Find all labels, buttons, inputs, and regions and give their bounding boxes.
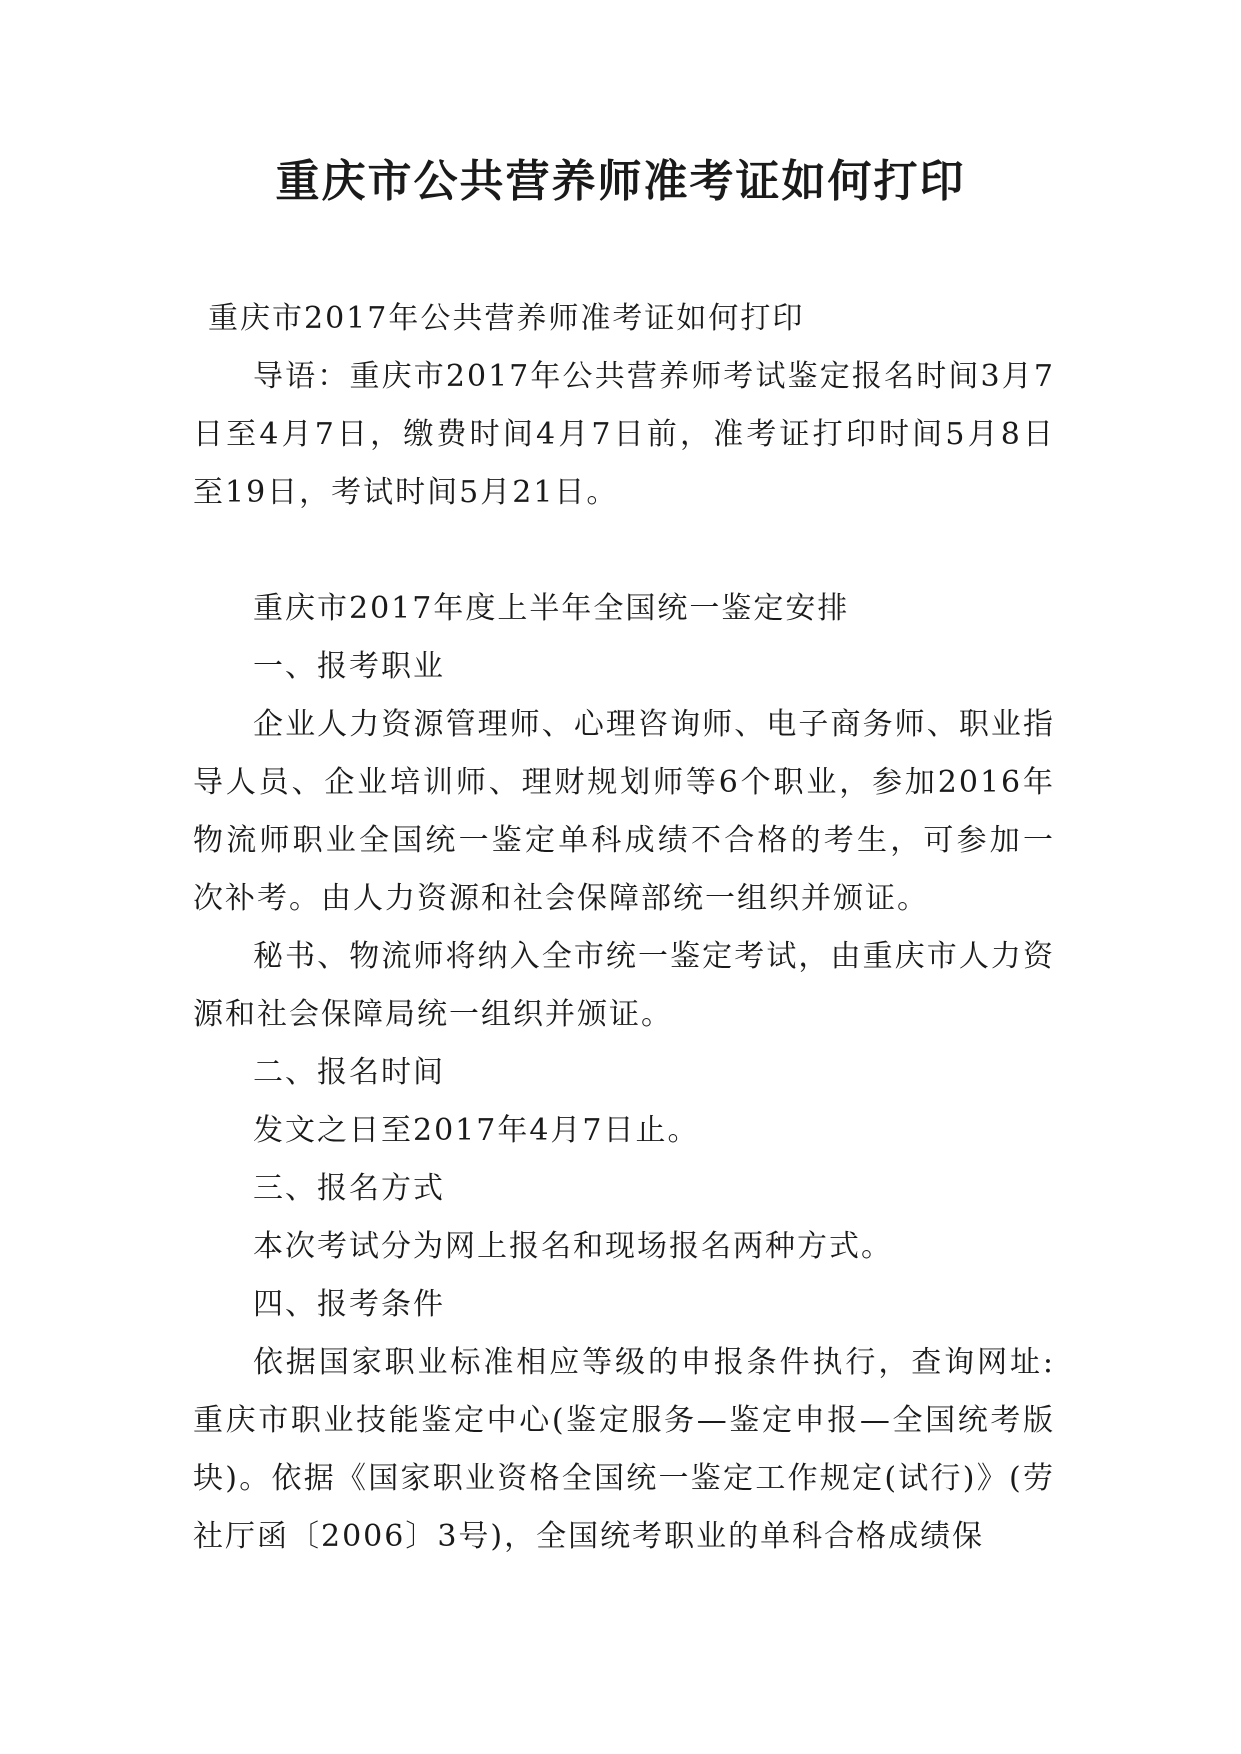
section-heading-registration-time: 二、报名时间 bbox=[253, 1055, 445, 1090]
document-body bbox=[193, 290, 1055, 1566]
section-heading-conditions: 四、报考条件 bbox=[253, 1287, 445, 1322]
arrangement-heading: 重庆市2017年度上半年全国统一鉴定安排 bbox=[253, 591, 850, 626]
subtitle-paragraph: 重庆市2017年公共营养师准考证如何打印 bbox=[208, 301, 805, 336]
registration-time-paragraph: 发文之日至2017年4月7日止。 bbox=[253, 1113, 700, 1148]
occupations-paragraph: 企业人力资源管理师、心理咨询师、电子商务师、职业指导人员、企业培训师、理财规划师等6个职业，参加2016年物流师职业全国统一鉴定单科成绩不合格的考生，可参加一次补考。由人力资源和社会保障部统一组织并颁证。 bbox=[193, 707, 1055, 916]
section-heading-registration-method: 三、报名方式 bbox=[253, 1171, 445, 1206]
secretary-paragraph: 秘书、物流师将纳入全市统一鉴定考试，由重庆市人力资源和社会保障局统一组织并颁证。 bbox=[193, 939, 1055, 1032]
intro-paragraph: 导语：重庆市2017年公共营养师考试鉴定报名时间3月7日至4月7日，缴费时间4月7日前，准考证打印时间5月8日至19日，考试时间5月21日。 bbox=[193, 359, 1055, 510]
registration-method-paragraph: 本次考试分为网上报名和现场报名两种方式。 bbox=[253, 1229, 893, 1264]
section-heading-occupations: 一、报考职业 bbox=[253, 649, 445, 684]
conditions-paragraph: 依据国家职业标准相应等级的申报条件执行，查询网址:重庆市职业技能鉴定中心(鉴定服务—鉴定申报—全国统考版块)。依据《国家职业资格全国统一鉴定工作规定(试行)》(劳社厅函〔2006〕3号)，全国统考职业的单科合格成绩保 bbox=[193, 1345, 1055, 1554]
document-title: 重庆市公共营养师准考证如何打印 bbox=[275, 156, 966, 207]
